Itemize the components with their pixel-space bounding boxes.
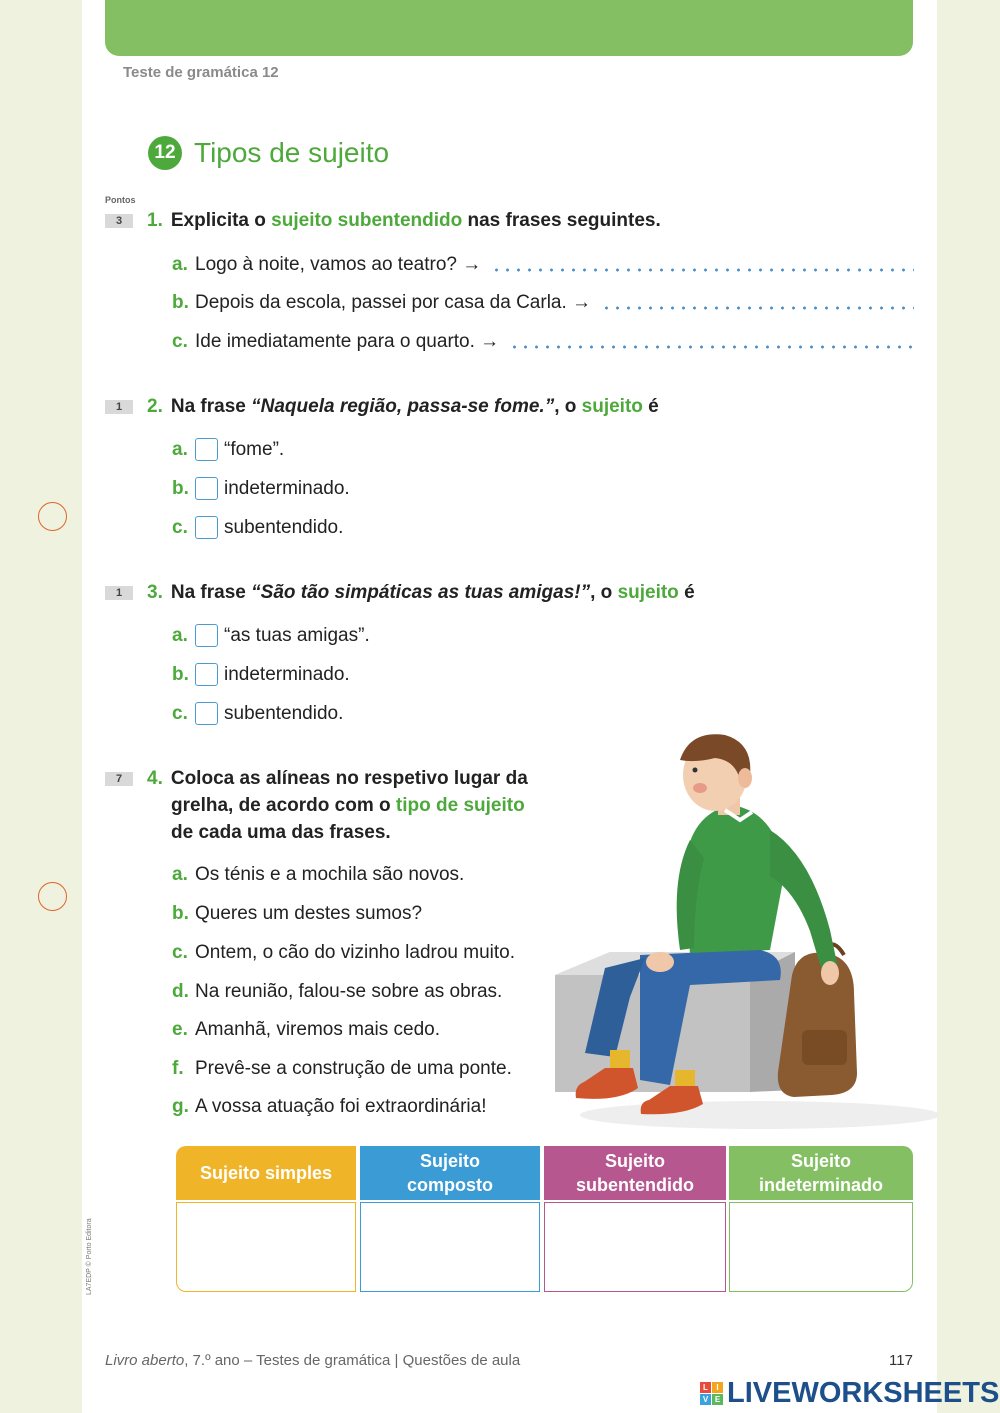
q4-line1: Coloca as alíneas no respetivo lugar da [170, 768, 528, 789]
item-text: Queres um destes sumos? [195, 903, 423, 924]
item-letter: c. [172, 331, 188, 352]
header-line1: Sujeito [604, 1151, 665, 1171]
header-line1: Sujeito [419, 1151, 480, 1171]
brand-logo-icon [700, 1382, 723, 1405]
q2-option-a [172, 438, 284, 461]
grid-header-indeterminado [729, 1146, 913, 1200]
q4-statement [147, 765, 547, 846]
header-line2: subentendido [576, 1175, 694, 1195]
title-row [148, 136, 389, 170]
option-text: indeterminado. [224, 477, 350, 499]
brand-name: LIVEWORKSHEETS [727, 1377, 1000, 1409]
q4-item-b [172, 903, 422, 925]
footer-book-title: Livro aberto [105, 1352, 185, 1369]
header-line2: indeterminado [758, 1175, 883, 1195]
option-text: “fome”. [224, 438, 285, 460]
q4-points: 7 [105, 772, 133, 786]
header-line1: Sujeito simples [199, 1163, 333, 1183]
answer-line[interactable] [491, 268, 914, 272]
page-number: 117 [889, 1352, 913, 1369]
q2-option-c [172, 516, 343, 539]
item-text: Ide imediatamente para o quarto. → [195, 331, 500, 352]
option-letter: b. [172, 477, 189, 499]
checkbox[interactable] [195, 516, 218, 539]
q3-number: 3. [147, 582, 163, 603]
q1-highlight: sujeito subentendido [271, 210, 463, 231]
q4-line3: de cada uma das frases. [171, 822, 391, 843]
logo-letter: E [712, 1394, 723, 1405]
header-label: Teste de gramática 12 [123, 64, 279, 81]
option-letter: c. [172, 702, 188, 724]
boy-illustration [540, 730, 940, 1130]
item-text: Amanhã, viremos mais cedo. [195, 1019, 440, 1040]
q3-option-a [172, 624, 370, 647]
top-color-bar [105, 0, 913, 56]
item-text: Ontem, o cão do vizinho ladrou muito. [195, 942, 516, 963]
checkbox[interactable] [195, 438, 218, 461]
option-letter: a. [172, 624, 188, 646]
option-letter: a. [172, 438, 188, 460]
item-letter: b. [172, 903, 189, 924]
binder-hole-ring [38, 502, 67, 531]
option-text: subentendido. [224, 702, 344, 724]
q4-item-c [172, 942, 515, 964]
checkbox[interactable] [195, 663, 218, 686]
q3-text-c: é [678, 582, 695, 603]
q1-item-b [172, 292, 914, 314]
item-letter: f. [172, 1058, 184, 1079]
item-text: Logo à noite, vamos ao teatro? → [195, 254, 482, 275]
header-line1: Sujeito [790, 1151, 851, 1171]
title-number-badge: 12 [148, 136, 182, 170]
item-text: A vossa atuação foi extraordinária! [195, 1096, 487, 1117]
grid-header-subentendido [544, 1146, 726, 1200]
answer-line[interactable] [601, 306, 914, 310]
footer [105, 1352, 520, 1369]
logo-letter: I [712, 1382, 723, 1393]
item-letter: e. [172, 1019, 188, 1040]
grid-cell-simples[interactable] [176, 1202, 356, 1292]
q3-quote: “São tão simpáticas as tuas amigas!” [251, 582, 591, 603]
grid-cell-composto[interactable] [360, 1202, 540, 1292]
q2-text-a: Na frase [170, 396, 252, 417]
q1-item-c [172, 331, 914, 353]
points-column-label: Pontos [105, 195, 136, 205]
q1-item-a [172, 254, 914, 276]
item-letter: b. [172, 292, 189, 313]
item-text: Na reunião, falou-se sobre as obras. [195, 981, 503, 1002]
grid-header-simples [176, 1146, 356, 1200]
copyright-text: LA7EDP © Porto Editora [86, 1218, 93, 1295]
q1-statement [147, 210, 661, 232]
checkbox[interactable] [195, 477, 218, 500]
grid-header-composto [360, 1146, 540, 1200]
logo-letter: L [700, 1382, 711, 1393]
option-letter: b. [172, 663, 189, 685]
q4-item-e [172, 1019, 440, 1041]
q3-highlight: sujeito [617, 582, 679, 603]
q3-text-a: Na frase [170, 582, 252, 603]
option-text: subentendido. [224, 516, 344, 538]
q4-item-a [172, 864, 464, 886]
grid-cell-indeterminado[interactable] [729, 1202, 913, 1292]
q4-number: 4. [147, 768, 163, 789]
checkbox[interactable] [195, 702, 218, 725]
checkbox[interactable] [195, 624, 218, 647]
page-title: Tipos de sujeito [194, 137, 390, 168]
option-letter: c. [172, 516, 188, 538]
q1-number: 1. [147, 210, 163, 231]
q4-line2: grelha, de acordo com o [171, 795, 396, 816]
q4-item-g [172, 1096, 487, 1118]
q2-statement [147, 396, 659, 418]
item-text: Depois da escola, passei por casa da Carla. → [195, 292, 592, 313]
binder-hole-ring [38, 882, 67, 911]
q2-number: 2. [147, 396, 163, 417]
q2-highlight: sujeito [581, 396, 643, 417]
item-letter: d. [172, 981, 189, 1002]
answer-line[interactable] [509, 345, 914, 349]
item-letter: a. [172, 254, 188, 275]
item-letter: c. [172, 942, 188, 963]
item-text: Os ténis e a mochila são novos. [195, 864, 465, 885]
q3-option-b [172, 663, 350, 686]
header-line2: composto [406, 1175, 493, 1195]
item-letter: g. [172, 1096, 189, 1117]
q2-text-b: , o [554, 396, 582, 417]
option-text: indeterminado. [224, 663, 350, 685]
item-text: Prevê-se a construção de uma ponte. [195, 1058, 512, 1079]
q3-option-c [172, 702, 343, 725]
option-text: “as tuas amigas”. [224, 624, 370, 646]
q4-highlight: tipo de sujeito [395, 795, 525, 816]
footer-text: , 7.º ano – Testes de gramática | Questões de aula [184, 1352, 521, 1369]
q2-points: 1 [105, 400, 133, 414]
grid-cell-subentendido[interactable] [544, 1202, 726, 1292]
liveworksheets-brand[interactable] [700, 1377, 999, 1410]
q4-item-f [172, 1058, 512, 1080]
q1-text-b: nas frases seguintes. [462, 210, 661, 231]
item-letter: a. [172, 864, 188, 885]
logo-letter: V [700, 1394, 711, 1405]
q2-quote: “Naquela região, passa-se fome.” [251, 396, 555, 417]
q1-text-a: Explicita o [170, 210, 272, 231]
q3-text-b: , o [590, 582, 618, 603]
q3-points: 1 [105, 586, 133, 600]
q2-text-c: é [642, 396, 659, 417]
q1-points: 3 [105, 214, 133, 228]
q2-option-b [172, 477, 350, 500]
q3-statement [147, 582, 695, 604]
q4-item-d [172, 981, 502, 1003]
